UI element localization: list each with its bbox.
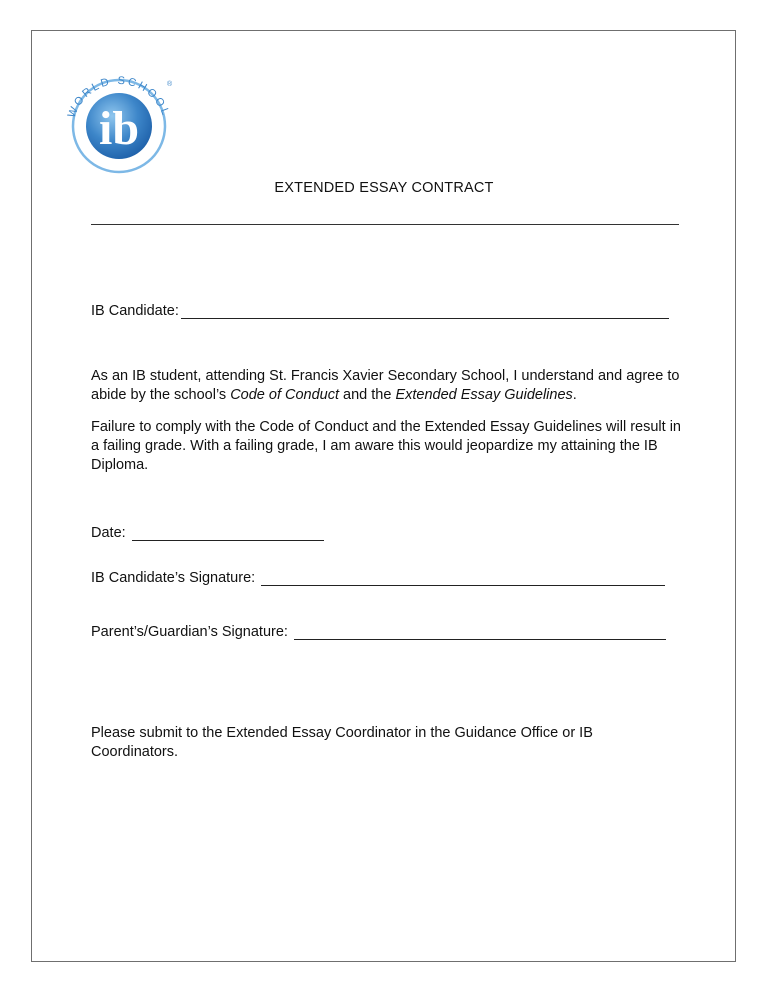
document-title: EXTENDED ESSAY CONTRACT bbox=[274, 180, 494, 196]
agreement-paragraph bbox=[91, 367, 681, 405]
title-divider bbox=[91, 224, 679, 225]
candidate-name-label: IB Candidate: bbox=[91, 303, 179, 319]
candidate-signature-line[interactable] bbox=[261, 571, 665, 586]
date-label: Date: bbox=[91, 525, 126, 541]
parent-signature-field[interactable] bbox=[91, 624, 666, 640]
code-of-conduct-emphasis: Code of Conduct bbox=[230, 387, 340, 403]
logo-ring-text: WORLD SCHOOL bbox=[65, 74, 173, 120]
submit-instructions: Please submit to the Extended Essay Coordinator in the Guidance Office or IB Coordinators. bbox=[91, 725, 593, 760]
agreement-text-part1: As an IB student, attending St. Francis Xavier Secondary School, I understand and agree to abide by the school’s bbox=[91, 368, 680, 403]
guidelines-emphasis: Extended Essay Guidelines bbox=[395, 387, 573, 403]
agreement-text-part3: . bbox=[572, 387, 577, 403]
failure-notice-paragraph: Failure to comply with the Code of Conduct and the Extended Essay Guidelines will result in a failing grade. With a failing grade, I am aware this would jeopardize my attaining the IB Diploma. bbox=[91, 419, 681, 473]
logo-registered-mark: ® bbox=[167, 81, 173, 88]
parent-signature-label: Parent’s/Guardian’s Signature: bbox=[91, 624, 288, 640]
candidate-signature-label: IB Candidate’s Signature: bbox=[91, 570, 256, 586]
agreement-text-part2: and the bbox=[339, 387, 396, 403]
date-field[interactable] bbox=[91, 525, 324, 541]
candidate-name-field[interactable] bbox=[91, 303, 669, 319]
ib-world-school-logo bbox=[57, 60, 181, 184]
date-line[interactable] bbox=[132, 526, 324, 541]
candidate-signature-field[interactable] bbox=[91, 570, 665, 586]
parent-signature-line[interactable] bbox=[294, 625, 666, 640]
logo-initials: ib bbox=[98, 102, 140, 155]
candidate-name-line[interactable] bbox=[181, 304, 669, 319]
